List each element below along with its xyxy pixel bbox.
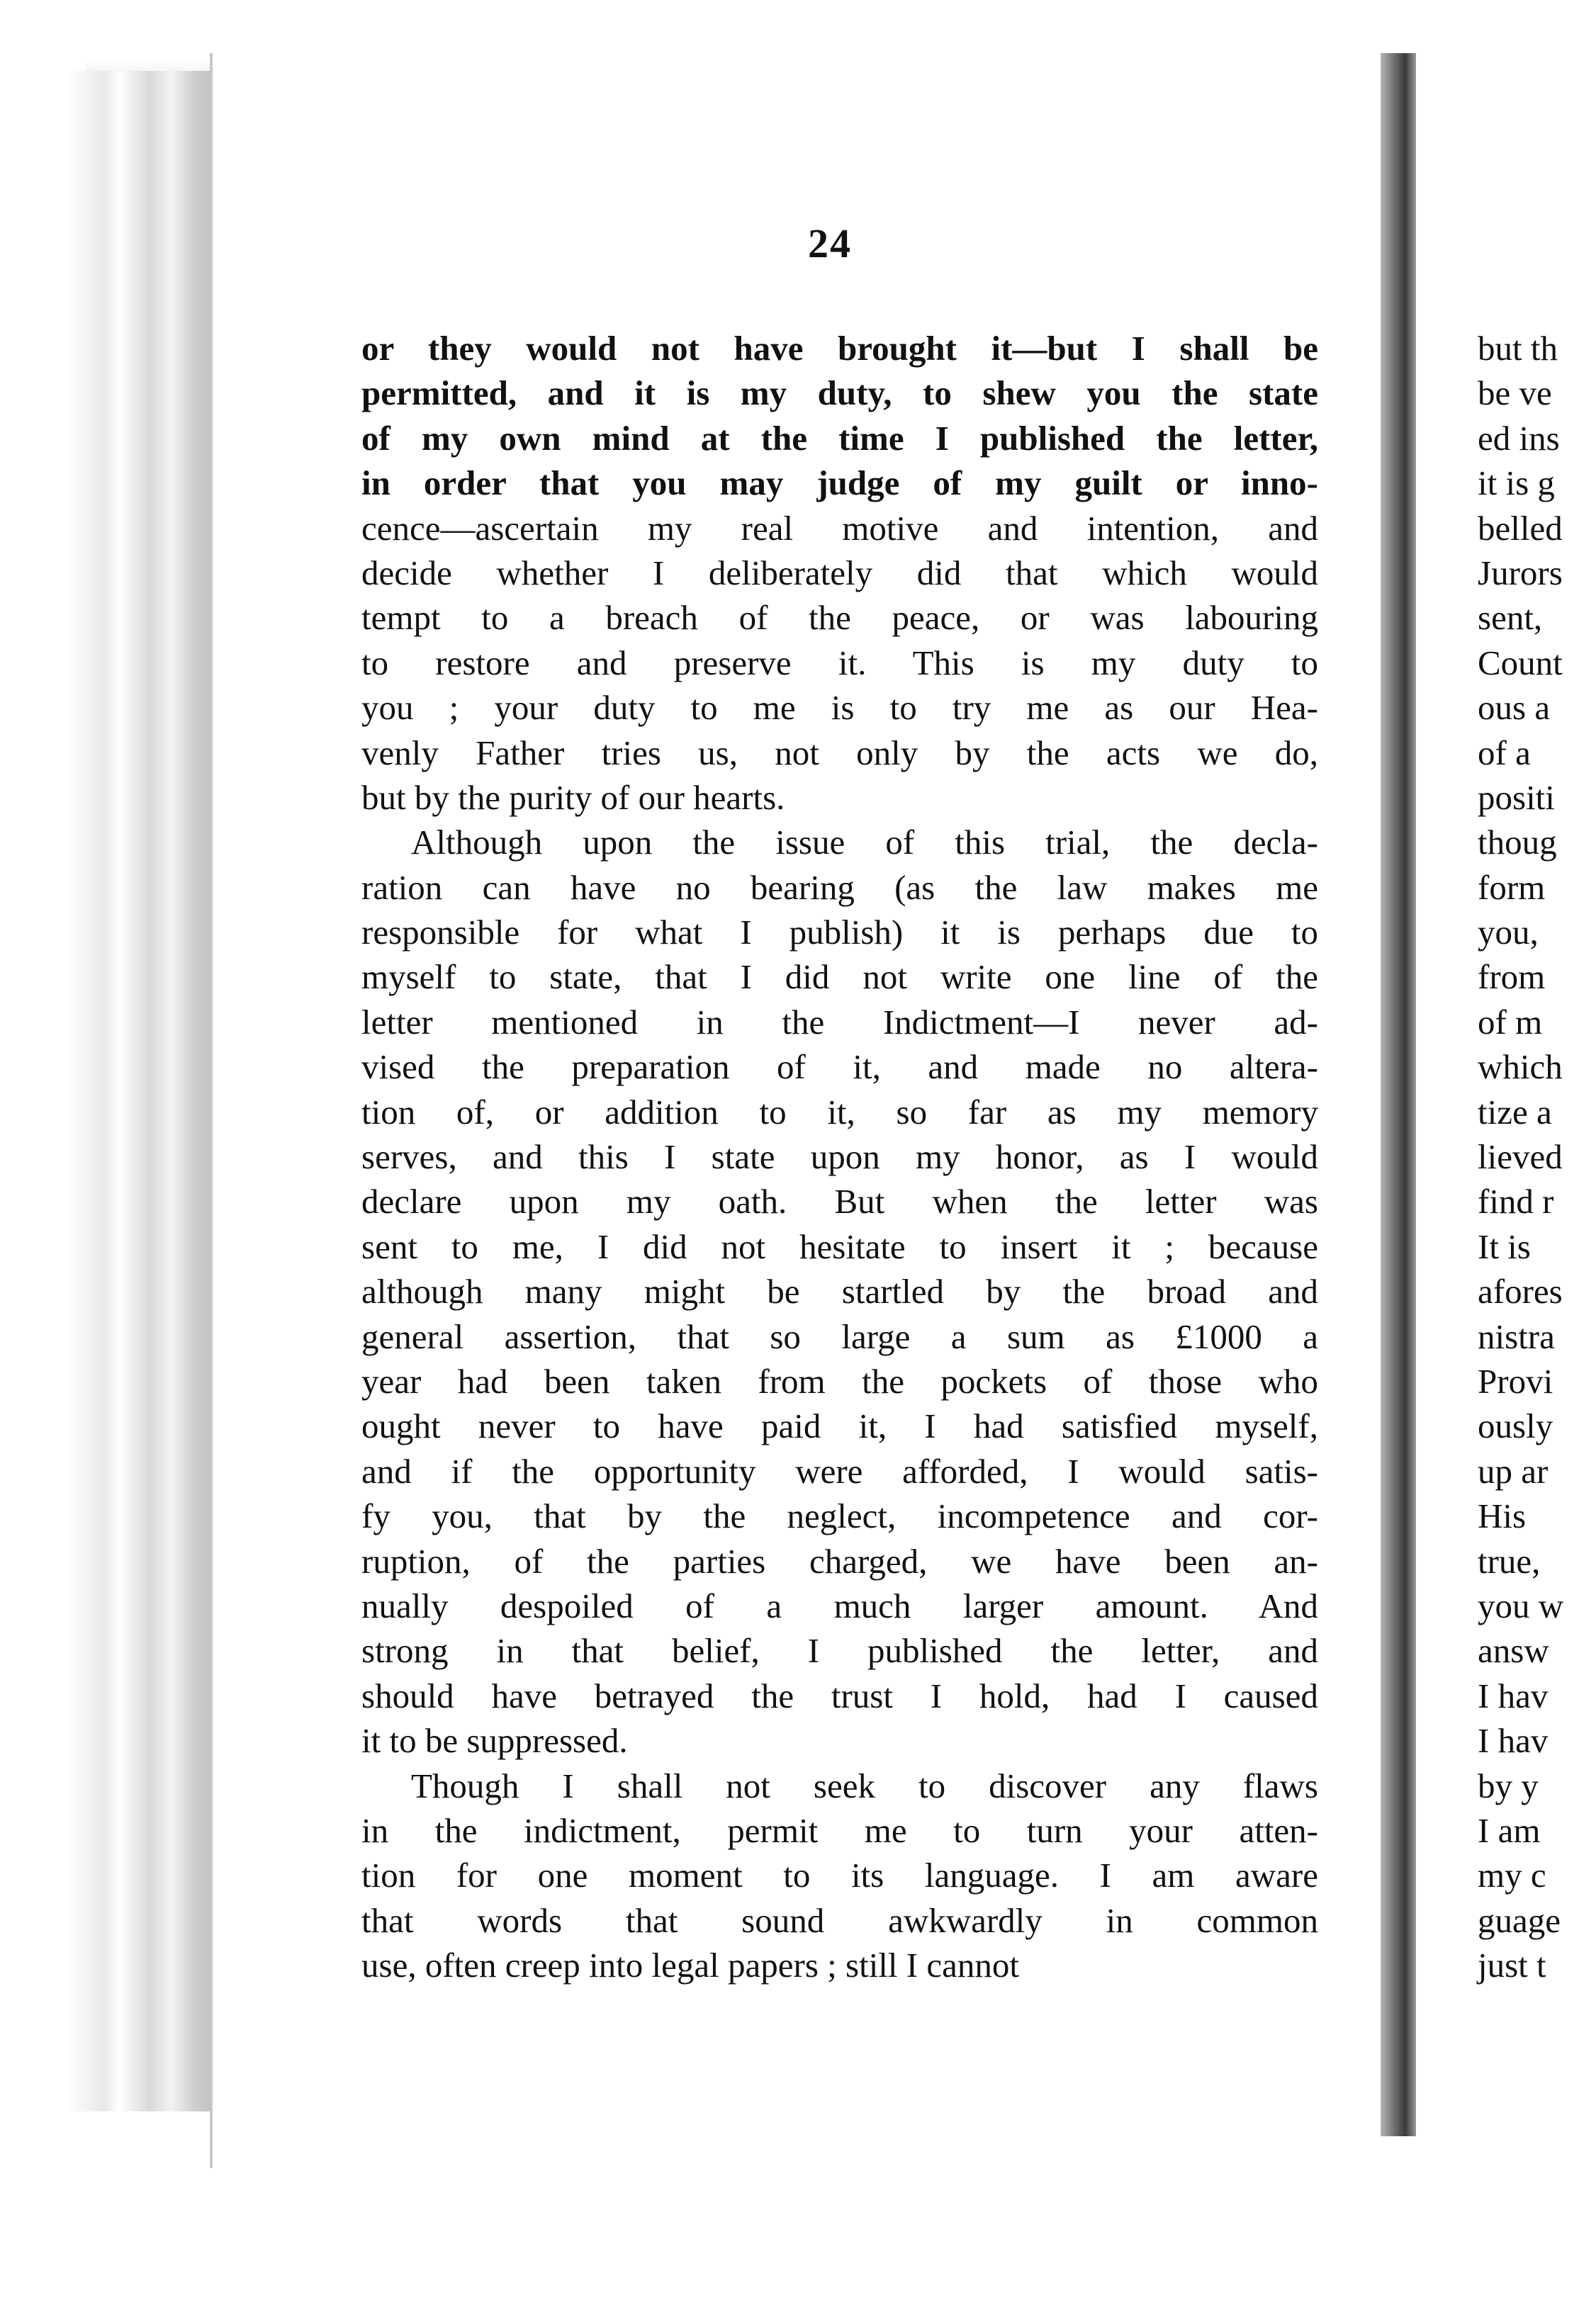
text-line-fragment: I hav <box>1478 1676 1549 1715</box>
text-line-fragment: you, <box>1478 913 1539 952</box>
text-line: Although upon the issue of this trial, the decla- <box>411 823 1318 862</box>
text-line-fragment: just t <box>1478 1946 1546 1985</box>
text-line-fragment: tize a <box>1478 1092 1552 1132</box>
text-line-fragment: true, <box>1478 1541 1541 1581</box>
text-line: venly Father tries us, not only by the acts we do, <box>361 733 1318 772</box>
text-line-fragment: by y <box>1478 1766 1539 1805</box>
text-line-fragment: afores <box>1478 1272 1563 1312</box>
text-line-fragment: belled <box>1478 508 1563 548</box>
text-line: Though I shall not seek to discover any flaws <box>411 1766 1318 1805</box>
text-line-fragment: ous a <box>1478 688 1551 728</box>
text-line: ruption, of the parties charged, we have been an- <box>361 1541 1318 1581</box>
text-line-fragment: positi <box>1478 777 1555 817</box>
text-line-fragment: Jurors <box>1478 553 1563 592</box>
text-line-fragment: It is <box>1478 1226 1531 1266</box>
text-line-fragment: of m <box>1478 1002 1543 1042</box>
text-line-fragment: guage <box>1478 1900 1561 1940</box>
text-line-fragment: Provi <box>1478 1361 1553 1401</box>
text-line-fragment: lieved <box>1478 1137 1563 1177</box>
text-line-fragment: ously <box>1478 1406 1553 1446</box>
text-line: or they would not have brought it—but I shall be <box>361 329 1318 368</box>
text-line: year had been taken from the pockets of those who <box>361 1361 1318 1401</box>
text-line-fragment: sent, <box>1478 598 1543 638</box>
text-line-fragment: His <box>1478 1496 1527 1536</box>
text-line: tempt to a breach of the peace, or was labouring <box>361 598 1318 638</box>
text-line: it to be suppressed. <box>361 1721 628 1761</box>
right-page-cropped-text <box>1478 326 1579 1987</box>
text-line-fragment: nistra <box>1478 1316 1555 1356</box>
text-line-fragment: answ <box>1478 1631 1549 1671</box>
text-line: letter mentioned in the Indictment—I never ad- <box>361 1002 1318 1042</box>
text-line-fragment: of a <box>1478 733 1531 772</box>
text-line-fragment: thoug <box>1478 823 1557 862</box>
text-line: vised the preparation of it, and made no altera- <box>361 1047 1318 1087</box>
text-line: myself to state, that I did not write one line of the <box>361 957 1318 997</box>
text-line-fragment: my c <box>1478 1856 1546 1895</box>
book-gutter <box>1381 53 1416 2136</box>
text-line-fragment: be ve <box>1478 373 1552 413</box>
text-line: permitted, and it is my duty, to shew you the state <box>361 373 1318 413</box>
text-line: you ; your duty to me is to try me as our Hea- <box>361 688 1318 728</box>
text-line-fragment: ed ins <box>1478 418 1560 458</box>
text-line: ration can have no bearing (as the law makes me <box>361 867 1318 907</box>
text-line-fragment: up ar <box>1478 1451 1549 1491</box>
text-line: responsible for what I publish) it is perhaps due to <box>361 913 1318 952</box>
text-line: cence—ascertain my real motive and intention, and <box>361 508 1318 548</box>
text-line: strong in that belief, I published the letter, and <box>361 1631 1318 1671</box>
text-line-fragment: you w <box>1478 1586 1564 1625</box>
text-line: in the indictment, permit me to turn your atten- <box>361 1810 1318 1850</box>
text-line: to restore and preserve it. This is my duty to <box>361 643 1318 682</box>
text-line: should have betrayed the trust I hold, had I caused <box>361 1676 1318 1715</box>
text-line: ought never to have paid it, I had satisfied myself, <box>361 1406 1318 1446</box>
left-page-body-text <box>361 326 1318 1987</box>
text-line: nually despoiled of a much larger amount. And <box>361 1586 1318 1625</box>
text-line: decide whether I deliberately did that which would <box>361 553 1318 592</box>
text-line-fragment: which <box>1478 1047 1563 1087</box>
text-line: and if the opportunity were afforded, I would satis- <box>361 1451 1318 1491</box>
text-line: tion of, or addition to it, so far as my memory <box>361 1092 1318 1132</box>
text-line-fragment: I am <box>1478 1810 1541 1850</box>
text-line: tion for one moment to its language. I am aware <box>361 1856 1318 1895</box>
text-line-fragment: form <box>1478 867 1546 907</box>
text-line-fragment: but th <box>1478 329 1558 368</box>
text-line: that words that sound awkwardly in common <box>361 1900 1318 1940</box>
text-line: general assertion, that so large a sum as £1000 a <box>361 1316 1318 1356</box>
page-number: 24 <box>808 220 852 266</box>
book-page-edges <box>67 71 216 2111</box>
text-line-fragment: I hav <box>1478 1721 1549 1761</box>
text-line: declare upon my oath. But when the letter was <box>361 1182 1318 1222</box>
text-line: but by the purity of our hearts. <box>361 777 785 817</box>
text-line: of my own mind at the time I published the letter, <box>361 418 1318 458</box>
text-line: use, often creep into legal papers ; still I cannot <box>361 1946 1019 1985</box>
text-line: serves, and this I state upon my honor, as I would <box>361 1137 1318 1177</box>
text-line-fragment: find r <box>1478 1182 1554 1222</box>
text-line-fragment: it is g <box>1478 463 1555 503</box>
text-line: in order that you may judge of my guilt or inno- <box>361 463 1318 503</box>
text-line-fragment: from <box>1478 957 1546 997</box>
text-line-fragment: Count <box>1478 643 1563 682</box>
text-line: fy you, that by the neglect, incompetence and cor- <box>361 1496 1318 1536</box>
text-line: although many might be startled by the broad and <box>361 1272 1318 1312</box>
text-line: sent to me, I did not hesitate to insert it ; because <box>361 1226 1318 1266</box>
